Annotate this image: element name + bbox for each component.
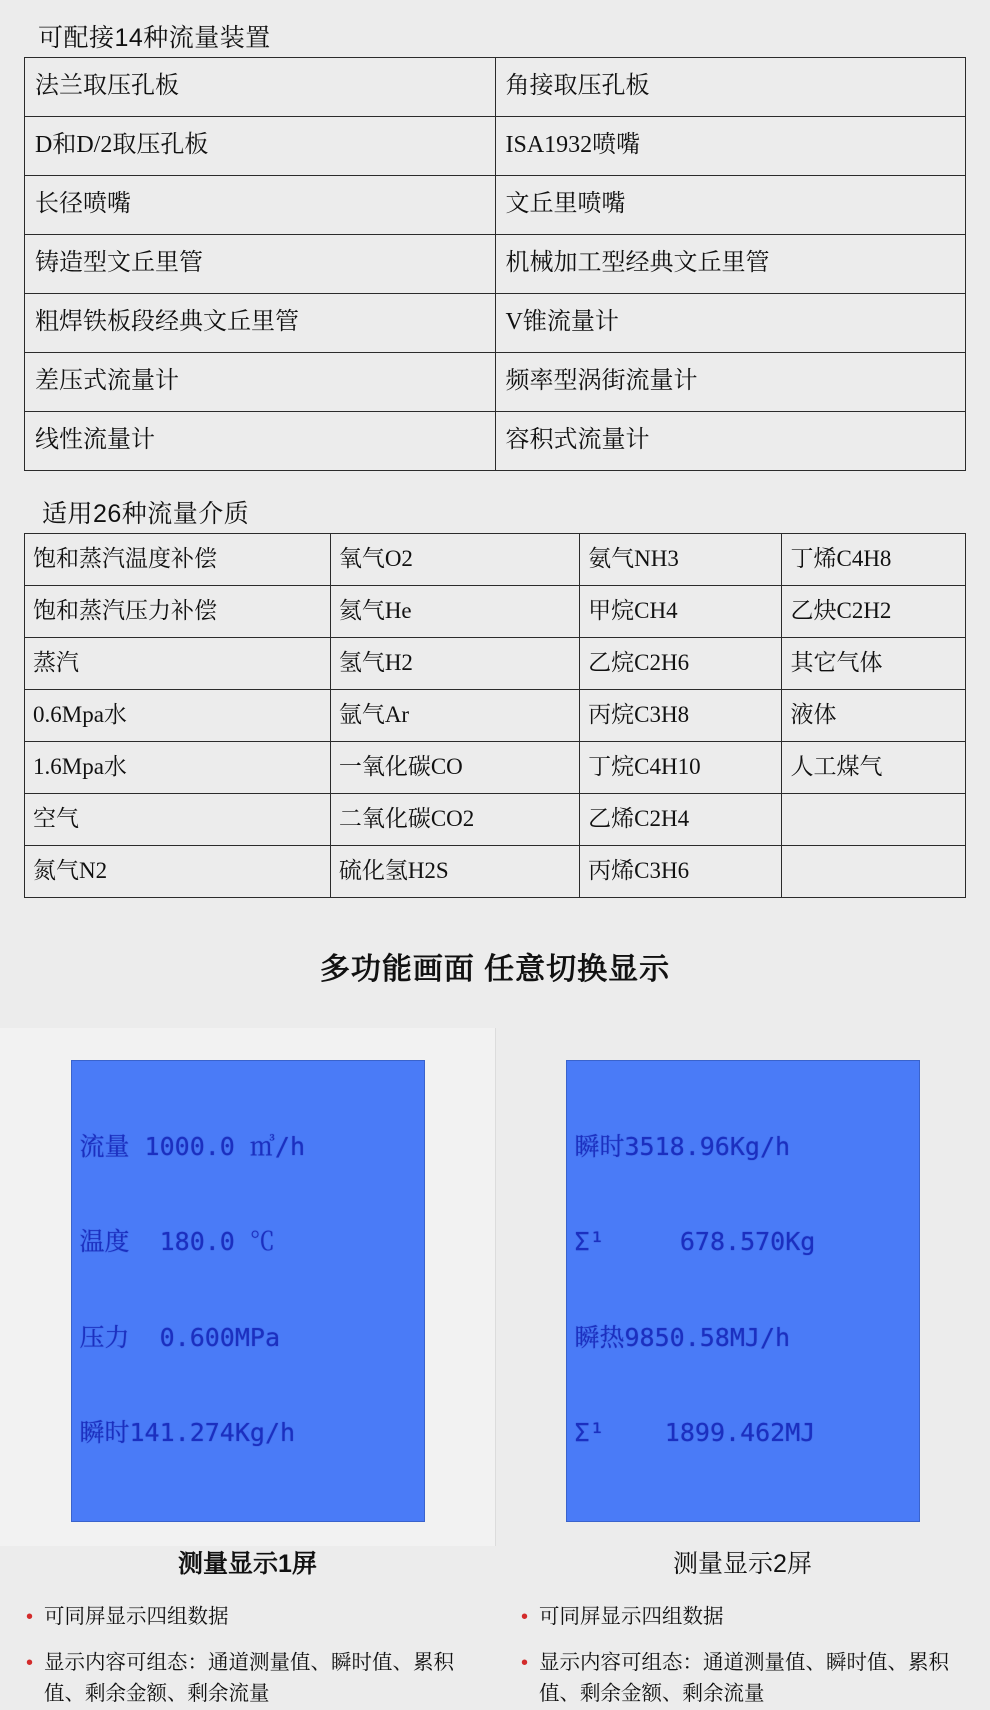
table-cell: 甲烷CH4 <box>580 586 782 638</box>
lcd-line: 瞬热9850.58MJ/h <box>574 1322 791 1352</box>
media-section-title: 适用26种流量介质 <box>42 500 250 528</box>
table-row <box>25 534 966 586</box>
table-cell: 氢气H2 <box>330 638 579 690</box>
table-cell: 乙烷C2H6 <box>580 638 782 690</box>
list-item <box>521 1648 976 1710</box>
screen-feature-list-1 <box>0 1602 495 1710</box>
table-cell: 1.6Mpa水 <box>25 742 331 794</box>
table-cell: 机械加工型经典文丘里管 <box>495 235 966 294</box>
table-row <box>25 690 966 742</box>
list-item-label: 可同屏显示四组数据 <box>539 1604 724 1628</box>
screen-caption-2: 测量显示2屏 <box>673 1549 812 1578</box>
lcd-display-2 <box>566 1060 920 1522</box>
list-item <box>521 1602 976 1633</box>
table-cell: 氦气He <box>330 586 579 638</box>
table-cell: V锥流量计 <box>495 294 966 353</box>
table-cell <box>782 794 966 846</box>
list-item <box>26 1648 481 1710</box>
bullet-dot-icon: • <box>26 1652 34 1675</box>
table-cell: 线性流量计 <box>25 412 496 471</box>
table-cell: 氮气N2 <box>25 846 331 898</box>
list-item-label: 显示内容可组态：通道测量值、瞬时值、累积值、剩余金额、剩余流量 <box>539 1651 949 1705</box>
table-cell: 乙炔C2H2 <box>782 586 966 638</box>
table-cell: ISA1932喷嘴 <box>495 117 966 176</box>
table-cell: 丁烯C4H8 <box>782 534 966 586</box>
table-cell: 丙烷C3H8 <box>580 690 782 742</box>
screen-panel-1 <box>0 1028 495 1705</box>
table-cell: 差压式流量计 <box>25 353 496 412</box>
table-row <box>25 235 966 294</box>
lcd-line: 瞬时141.274Kg/h <box>79 1418 296 1447</box>
table-cell: 长径喷嘴 <box>25 176 496 235</box>
table-cell: 粗焊铁板段经典文丘里管 <box>25 294 496 353</box>
table-row <box>25 176 966 235</box>
table-cell: 丁烷C4H10 <box>580 742 782 794</box>
table-row <box>25 412 966 471</box>
table-cell: 人工煤气 <box>782 742 966 794</box>
table-cell: 二氧化碳CO2 <box>330 794 579 846</box>
table-cell: 文丘里喷嘴 <box>495 176 966 235</box>
devices-section-title: 可配接14种流量装置 <box>38 24 271 52</box>
table-row <box>25 117 966 176</box>
features-heading: 多功能画面 任意切换显示 <box>319 953 671 986</box>
table-row <box>25 742 966 794</box>
table-cell: 乙烯C2H4 <box>580 794 782 846</box>
table-cell: 法兰取压孔板 <box>25 58 496 117</box>
lcd-line: 流量 1000.0 ㎥/h <box>79 1131 306 1161</box>
panel-divider <box>495 1028 496 1546</box>
table-row <box>25 58 966 117</box>
screen-caption-1: 测量显示1屏 <box>178 1549 317 1578</box>
table-cell: 角接取压孔板 <box>495 58 966 117</box>
lcd-line: 瞬时3518.96Kg/h <box>574 1131 791 1161</box>
table-row <box>25 294 966 353</box>
list-item-label: 显示内容可组态：通道测量值、瞬时值、累积值、剩余金额、剩余流量 <box>44 1651 454 1705</box>
table-row <box>25 794 966 846</box>
lcd-line: Σ¹ 1899.462MJ <box>574 1418 816 1447</box>
bullet-dot-icon: • <box>26 1605 34 1628</box>
table-cell: 空气 <box>25 794 331 846</box>
table-cell: 蒸汽 <box>25 638 331 690</box>
table-cell: 硫化氢H2S <box>330 846 579 898</box>
table-row <box>25 846 966 898</box>
bullet-dot-icon: • <box>521 1605 529 1628</box>
list-item-label: 可同屏显示四组数据 <box>44 1604 229 1628</box>
bullet-dot-icon: • <box>521 1652 529 1675</box>
table-cell: 液体 <box>782 690 966 742</box>
lcd-line: Σ¹ 678.570Kg <box>574 1227 816 1256</box>
table-cell: 容积式流量计 <box>495 412 966 471</box>
table-cell: 其它气体 <box>782 638 966 690</box>
table-cell: 饱和蒸汽压力补偿 <box>25 586 331 638</box>
table-cell: 氩气Ar <box>330 690 579 742</box>
table-cell: 铸造型文丘里管 <box>25 235 496 294</box>
table-cell <box>782 846 966 898</box>
table-cell: 氧气O2 <box>330 534 579 586</box>
screen-feature-list-2 <box>495 1602 990 1710</box>
lcd-line: 压力 0.600MPa <box>79 1322 281 1352</box>
list-item <box>26 1602 481 1633</box>
lcd-line: 温度 180.0 ℃ <box>79 1227 275 1256</box>
table-cell: 一氧化碳CO <box>330 742 579 794</box>
screen-panel-2 <box>495 1028 990 1705</box>
lcd-display-1 <box>71 1060 425 1522</box>
table-cell: 饱和蒸汽温度补偿 <box>25 534 331 586</box>
table-cell: 0.6Mpa水 <box>25 690 331 742</box>
table-cell: D和D/2取压孔板 <box>25 117 496 176</box>
table-row <box>25 353 966 412</box>
devices-table <box>24 57 966 471</box>
table-cell: 氨气NH3 <box>580 534 782 586</box>
table-cell: 频率型涡街流量计 <box>495 353 966 412</box>
table-row <box>25 586 966 638</box>
media-table <box>24 533 966 898</box>
table-row <box>25 638 966 690</box>
table-cell: 丙烯C3H6 <box>580 846 782 898</box>
